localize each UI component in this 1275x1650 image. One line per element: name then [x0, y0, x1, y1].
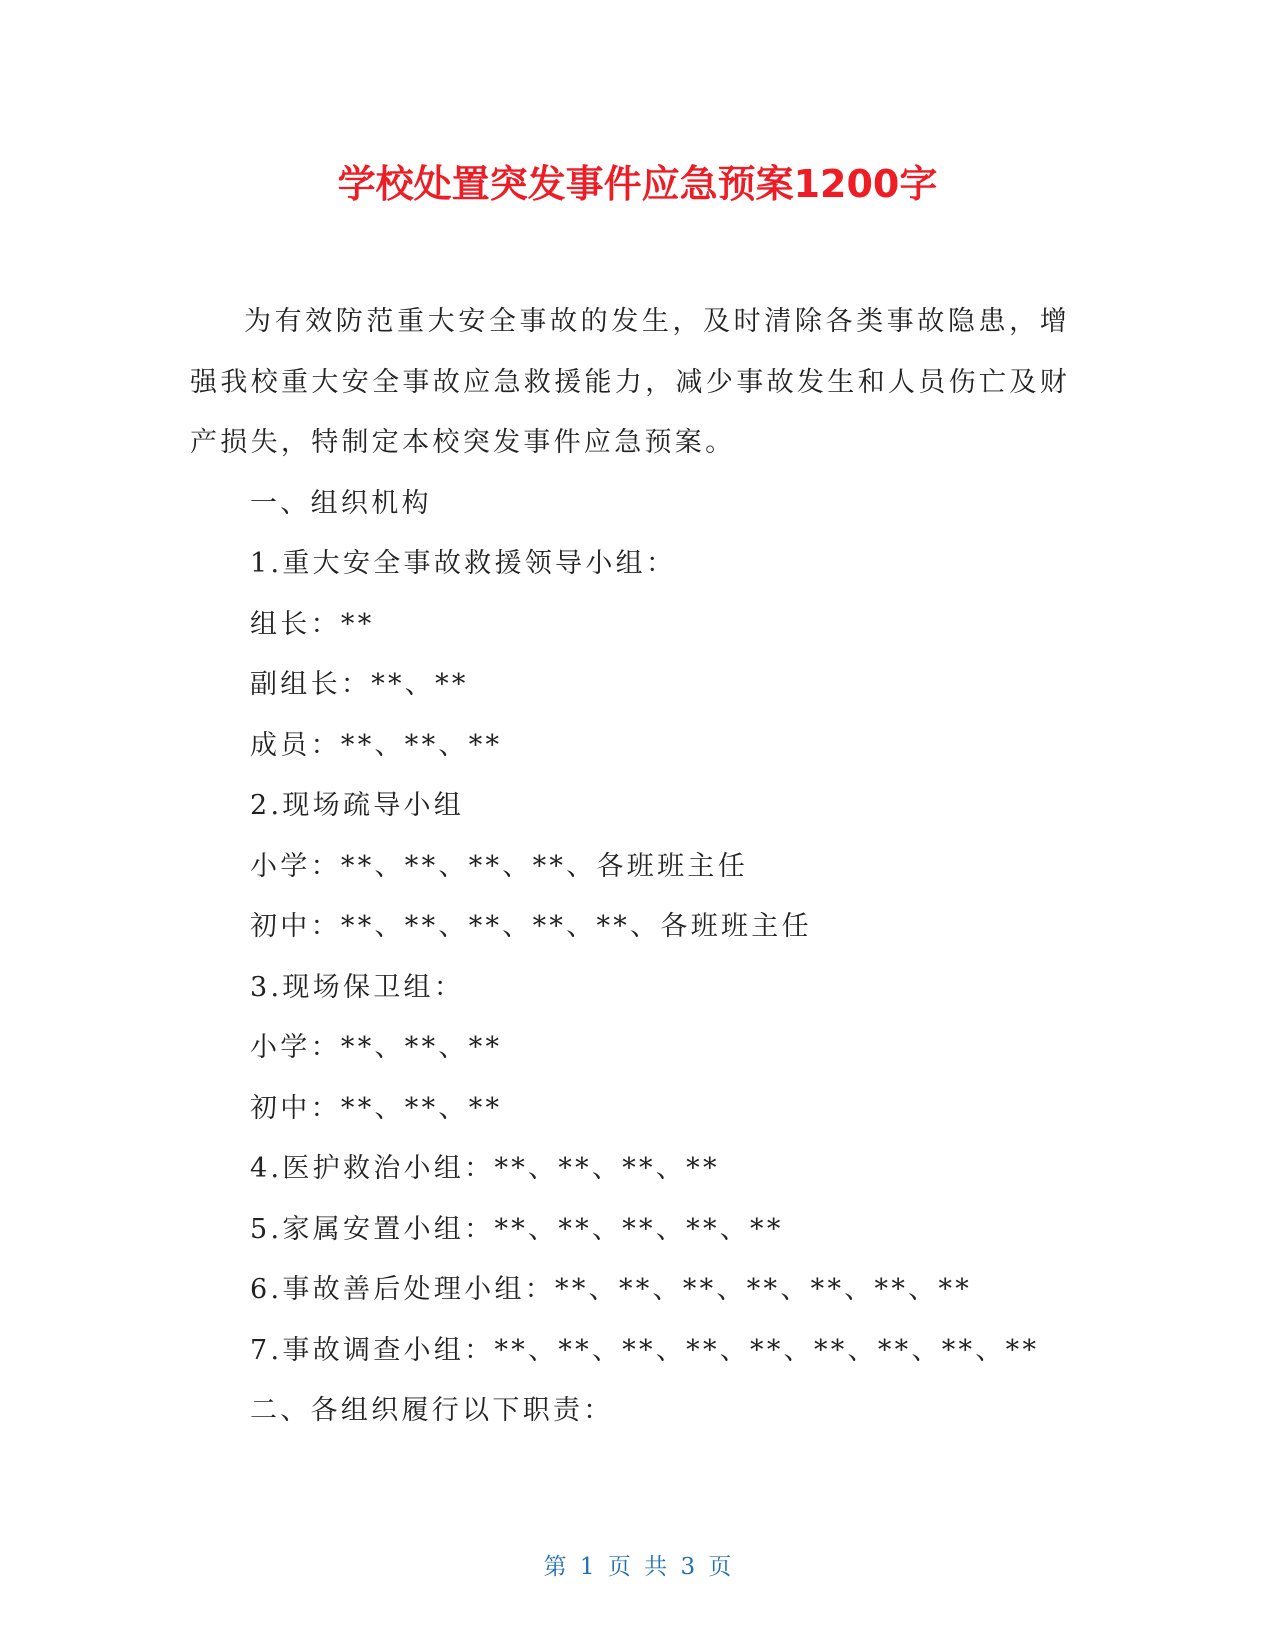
intro-paragraph: 为有效防范重大安全事故的发生，及时清除各类事故隐患，增强我校重大安全事故应急救援能力，减少事故发生和人员伤亡及财产损失，特制定本校突发事件应急预案。	[190, 306, 1070, 458]
list-item: 5.家属安置小组：**、**、**、**、**	[250, 1213, 784, 1245]
list-item: 组长：**	[250, 608, 375, 640]
list-item: 小学：**、**、**、**、各班班主任	[250, 850, 748, 882]
list-item: 初中：**、**、**、**、**、各班班主任	[250, 911, 812, 942]
section-heading-duties: 二、各组织履行以下职责：	[250, 1395, 614, 1426]
list-item: 小学：**、**、**	[250, 1032, 503, 1063]
list-item: 4.医护救治小组：**、**、**、**	[250, 1153, 720, 1184]
document-title: 学校处置突发事件应急预案1200字	[337, 162, 938, 206]
list-item: 成员：**、**、**	[250, 729, 503, 761]
list-item: 7.事故调查小组：**、**、**、**、**、**、**、**、**	[250, 1334, 1040, 1366]
list-item: 1.重大安全事故救援领导小组：	[250, 548, 677, 579]
document-body	[190, 292, 1070, 1442]
list-item: 6.事故善后处理小组：**、**、**、**、**、**、**	[250, 1274, 973, 1305]
list-item: 初中：**、**、**	[250, 1092, 503, 1124]
list-item: 3.现场保卫组：	[250, 971, 465, 1003]
page-number-text: 第 1 页 共 3 页	[543, 1554, 732, 1580]
list-item: 副组长：**、**	[250, 669, 469, 700]
page-number-footer	[0, 1548, 1275, 1581]
list-item: 2.现场疏导小组	[250, 790, 465, 821]
section-heading-organization: 一、组织机构	[250, 487, 432, 519]
